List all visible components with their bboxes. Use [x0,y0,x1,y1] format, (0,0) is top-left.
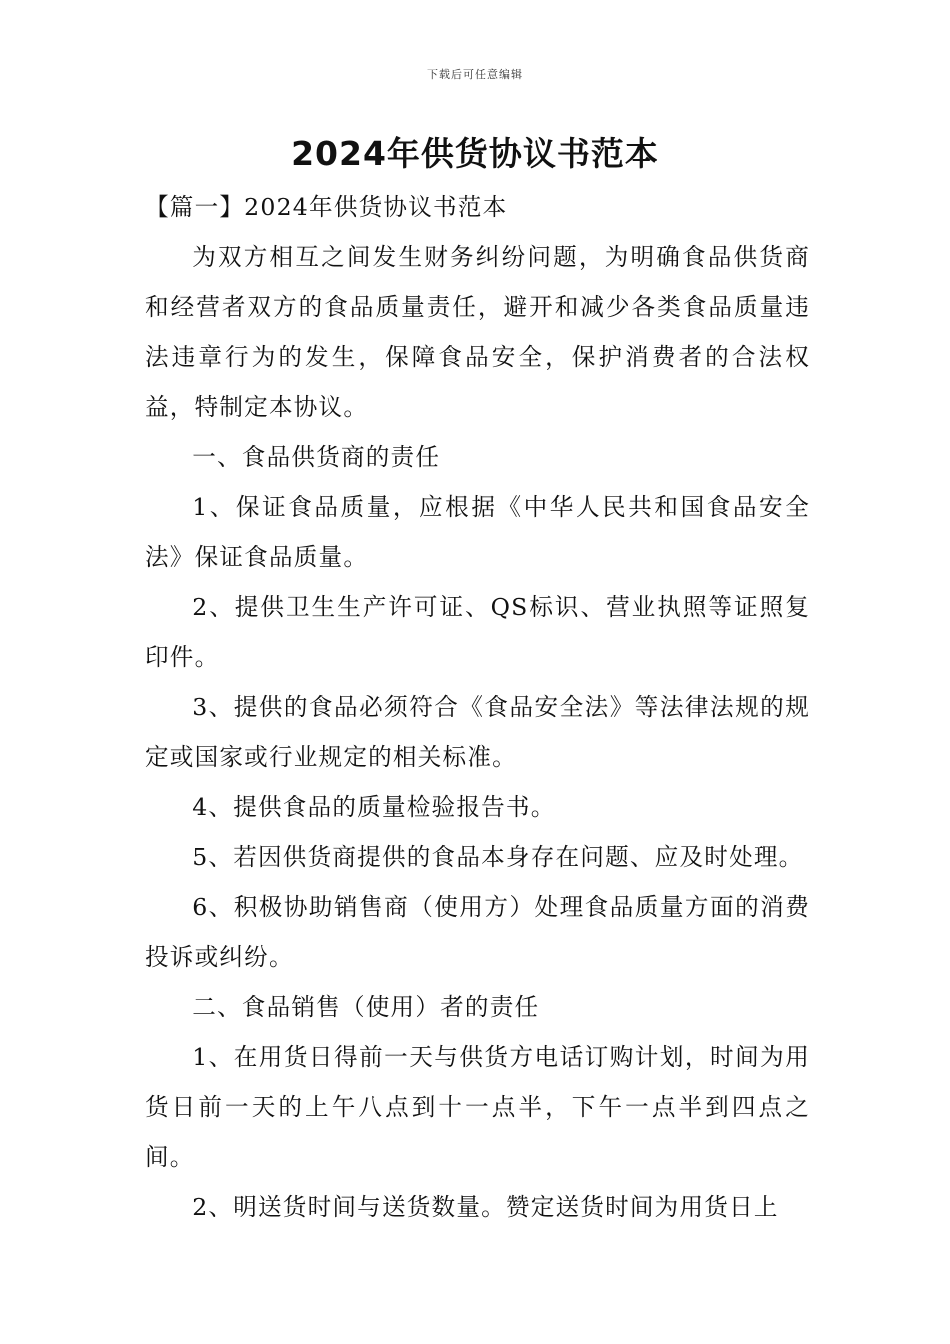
heading-supplier-responsibility: 一、食品供货商的责任 [192,443,441,471]
paragraph-intro: 为双方相互之间发生财务纠纷问题，为明确食品供货商和经营者双方的食品质量责任，避开和减少各类食品质量违法违章行为的发生，保障食品安全，保护消费者的合法权益，特制定本协议。 [145,243,810,421]
section-heading: 【篇一】2024年供货协议书范本 [145,193,508,221]
paragraph-item: 5、若因供货商提供的食品本身存在问题、应及时处理。 [192,843,804,871]
document-title: 2024年供货协议书范本 [291,134,659,173]
header-note: 下载后可任意编辑 [427,68,523,81]
heading-seller-responsibility: 二、食品销售（使用）者的责任 [192,993,540,1021]
paragraph-item: 1、在用货日得前一天与供货方电话订购计划，时间为用货日前一天的上午八点到十一点半，下午一点半到四点之间。 [145,1043,810,1171]
paragraph-item: 6、积极协助销售商（使用方）处理食品质量方面的消费投诉或纠纷。 [145,893,810,971]
paragraph-item: 1、保证食品质量，应根据《中华人民共和国食品安全法》保证食品质量。 [145,493,810,571]
document-body [145,182,810,1232]
paragraph-item: 3、提供的食品必须符合《食品安全法》等法律法规的规定或国家或行业规定的相关标准。 [145,693,810,771]
paragraph-item: 2、明送货时间与送货数量。赞定送货时间为用货日上 [192,1193,779,1221]
paragraph-item: 2、提供卫生生产许可证、QS标识、营业执照等证照复印件。 [145,593,810,671]
paragraph-item: 4、提供食品的质量检验报告书。 [192,793,556,821]
